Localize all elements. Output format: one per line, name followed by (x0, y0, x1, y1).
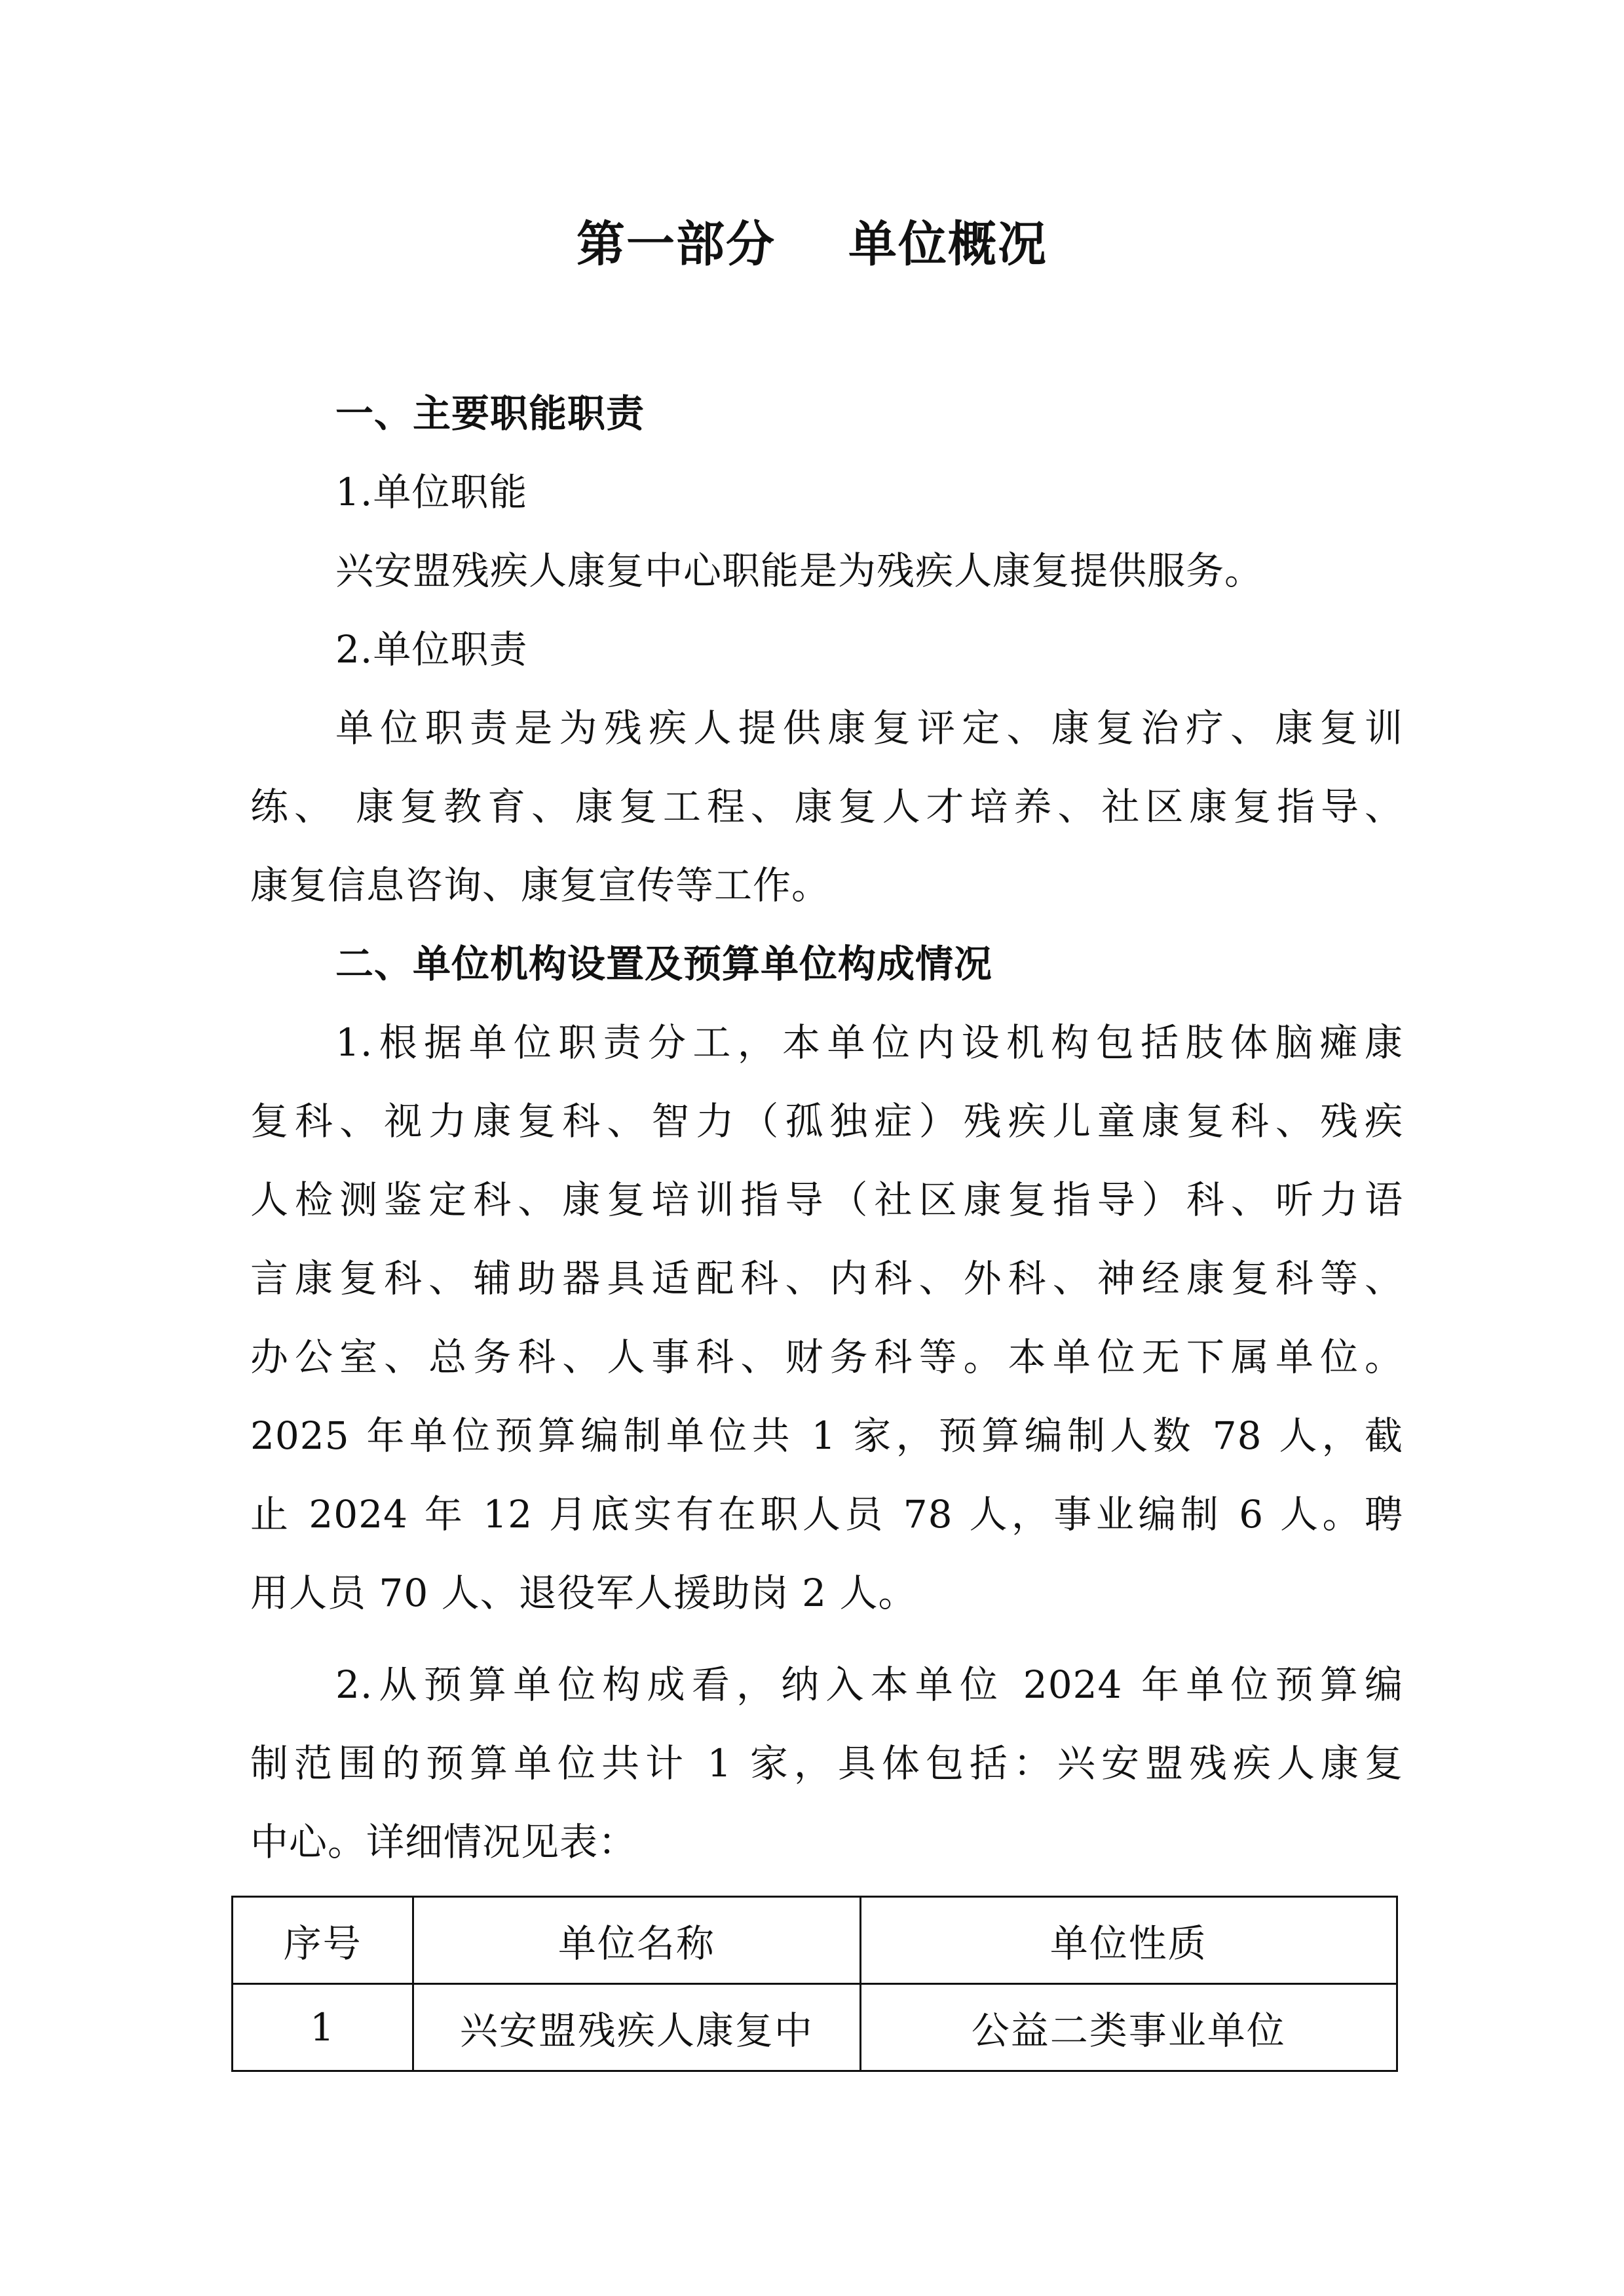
section-heading-structure: 二、单位机构设置及预算单位构成情况 (335, 942, 993, 986)
unit-function-label: 1.单位职能 (335, 470, 528, 514)
structure-text-line: 2025 年单位预算编制单位共 1 家，预算编制人数 78 人，截 (250, 1413, 1403, 1458)
structure-text-line: 复科、视力康复科、智力（孤独症）残疾儿童康复科、残疾 (250, 1099, 1403, 1143)
unit-duty-label: 2.单位职责 (335, 627, 528, 672)
composition-text-line: 制范围的预算单位共计 1 家，具体包括：兴安盟残疾人康复 (250, 1741, 1403, 1786)
table-header-cell: 单位名称 (413, 1897, 860, 1984)
structure-text-line: 用人员 70 人、退役军人援助岗 2 人。 (250, 1571, 917, 1615)
section-heading-duties: 一、主要职能职责 (335, 391, 645, 436)
unit-function-text: 兴安盟残疾人康复中心职能是为残疾人康复提供服务。 (335, 548, 1264, 593)
duty-text-line: 单位职责是为残疾人提供康复评定、康复治疗、康复训 (335, 706, 1403, 750)
duty-text-line: 康复信息咨询、康复宣传等工作。 (250, 863, 831, 908)
structure-text-line: 办公室、总务科、人事科、财务科等。本单位无下属单位。 (250, 1335, 1403, 1379)
table-header-cell: 单位性质 (860, 1897, 1397, 1984)
structure-text-line: 止 2024 年 12 月底实有在职人员 78 人，事业编制 6 人。聘 (250, 1492, 1403, 1537)
table-header-row (233, 1897, 1397, 1984)
structure-text-line: 言康复科、辅助器具适配科、内科、外科、神经康复科等、 (250, 1256, 1403, 1301)
composition-text-line: 2.从预算单位构成看，纳入本单位 2024 年单位预算编 (335, 1662, 1403, 1707)
table-cell: 公益二类事业单位 (860, 1984, 1397, 2071)
page-title: 第一部分 单位概况 (576, 216, 1048, 273)
composition-text-line: 中心。详细情况见表： (250, 1820, 637, 1864)
structure-text-line: 人检测鉴定科、康复培训指导（社区康复指导）科、听力语 (250, 1177, 1403, 1222)
table-cell: 1 (233, 1984, 413, 2071)
table-header-cell: 序号 (233, 1897, 413, 1984)
table-row (233, 1984, 1397, 2071)
structure-text-line: 1.根据单位职责分工，本单位内设机构包括肢体脑瘫康 (335, 1020, 1403, 1065)
table-cell: 兴安盟残疾人康复中 (413, 1984, 860, 2071)
duty-text-line: 练、 康复教育、康复工程、康复人才培养、社区康复指导、 (250, 784, 1403, 829)
unit-table (231, 1896, 1398, 2072)
